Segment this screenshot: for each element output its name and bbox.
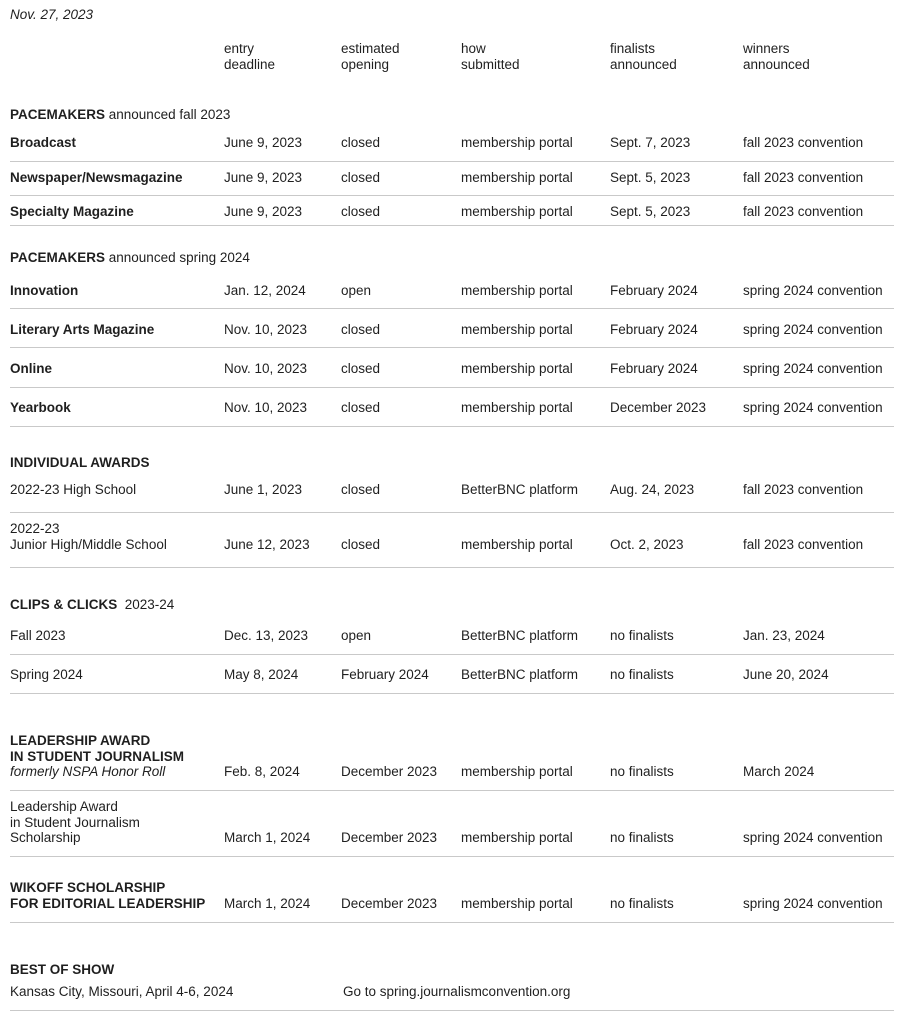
row-how: membership portal	[461, 170, 573, 185]
row-deadline: Dec. 13, 2023	[224, 628, 309, 643]
row-opening: closed	[341, 361, 381, 376]
header-line: announced	[743, 56, 810, 72]
row-opening: December 2023	[341, 896, 438, 911]
row-opening: December 2023	[341, 830, 438, 845]
row-winners: fall 2023 convention	[743, 204, 864, 219]
header-line: announced	[610, 56, 677, 72]
header-line: submitted	[461, 56, 520, 72]
row-winners: March 2024	[743, 764, 815, 779]
row-how: membership portal	[461, 322, 573, 337]
row-how: BetterBNC platform	[461, 667, 579, 682]
row-divider	[10, 790, 894, 791]
row-winners: June 20, 2024	[743, 667, 829, 682]
row-winners: fall 2023 convention	[743, 135, 864, 150]
header-line: opening	[341, 56, 390, 72]
header-finalists-announced	[610, 41, 677, 72]
row-winners: spring 2024 convention	[743, 361, 883, 376]
section-title-individual-awards: INDIVIDUAL AWARDS	[10, 455, 150, 470]
row-name: Specialty Magazine	[10, 204, 134, 219]
row-winners: spring 2024 convention	[743, 830, 883, 845]
row-finalists: Sept. 5, 2023	[610, 204, 691, 219]
row-winners: fall 2023 convention	[743, 482, 864, 497]
row-how: membership portal	[461, 896, 573, 911]
row-deadline: June 9, 2023	[224, 204, 303, 219]
row-opening: February 2024	[341, 667, 429, 682]
row-divider	[10, 922, 894, 923]
row-how: membership portal	[461, 204, 573, 219]
row-how: BetterBNC platform	[461, 628, 579, 643]
row-divider	[10, 567, 894, 568]
row-deadline: May 8, 2024	[224, 667, 299, 682]
row-winners: fall 2023 convention	[743, 170, 864, 185]
header-line: winners	[743, 41, 790, 56]
row-deadline: June 12, 2023	[224, 537, 310, 552]
row-divider	[10, 308, 894, 309]
header-estimated-opening	[341, 41, 400, 72]
row-name-leadership-award	[10, 733, 184, 780]
row-how: membership portal	[461, 764, 573, 779]
row-opening: closed	[341, 322, 381, 337]
row-opening: open	[341, 283, 372, 298]
row-how: membership portal	[461, 135, 573, 150]
row-opening: open	[341, 628, 372, 643]
row-name-line: Junior High/Middle School	[10, 536, 167, 552]
row-opening: December 2023	[341, 764, 438, 779]
row-name-wikoff-scholarship	[10, 880, 205, 911]
row-divider	[10, 347, 894, 348]
row-opening: closed	[341, 170, 381, 185]
row-how: membership portal	[461, 361, 573, 376]
row-divider	[10, 195, 894, 196]
row-opening: closed	[341, 482, 381, 497]
row-name-line: Leadership Award	[10, 799, 118, 814]
row-deadline: June 1, 2023	[224, 482, 303, 497]
row-opening: closed	[341, 537, 381, 552]
row-name: Online	[10, 361, 53, 376]
section-title-best-of-show: BEST OF SHOW	[10, 962, 115, 977]
row-divider	[10, 426, 894, 427]
row-divider	[10, 693, 894, 694]
row-opening: closed	[341, 204, 381, 219]
row-finalists: February 2024	[610, 322, 698, 337]
row-divider	[10, 654, 894, 655]
row-deadline: March 1, 2024	[224, 830, 311, 845]
row-how: membership portal	[461, 537, 573, 552]
row-finalists: Aug. 24, 2023	[610, 482, 695, 497]
row-winners: spring 2024 convention	[743, 283, 883, 298]
row-finalists: no finalists	[610, 896, 674, 911]
row-divider	[10, 856, 894, 857]
row-winners: spring 2024 convention	[743, 322, 883, 337]
header-line: entry	[224, 41, 255, 56]
section-title-pacemakers-fall	[10, 107, 230, 123]
section-title-clips-clicks	[10, 597, 174, 613]
row-name	[10, 521, 167, 552]
row-name: Fall 2023	[10, 628, 66, 643]
row-how: membership portal	[461, 400, 573, 415]
row-finalists: Oct. 2, 2023	[610, 537, 684, 552]
header-entry-deadline	[224, 41, 275, 72]
row-finalists: no finalists	[610, 830, 674, 845]
row-divider	[10, 225, 894, 226]
row-name-line: IN STUDENT JOURNALISM	[10, 748, 185, 764]
section-title-bold: PACEMAKERS	[10, 107, 106, 122]
section-title-rest: 2023-24	[117, 597, 175, 612]
row-deadline: March 1, 2024	[224, 896, 311, 911]
section-title-bold: CLIPS & CLICKS	[10, 597, 118, 612]
row-name: Broadcast	[10, 135, 77, 150]
best-of-show-location: Kansas City, Missouri, April 4-6, 2024	[10, 984, 234, 999]
row-name: Innovation	[10, 283, 79, 298]
header-line: deadline	[224, 56, 276, 72]
row-divider	[10, 387, 894, 388]
header-how-submitted	[461, 41, 520, 72]
row-name-leadership-scholarship	[10, 799, 140, 846]
row-divider	[10, 1010, 894, 1011]
header-winners-announced	[743, 41, 810, 72]
row-winners: spring 2024 convention	[743, 896, 883, 911]
row-winners: spring 2024 convention	[743, 400, 883, 415]
row-divider	[10, 512, 894, 513]
row-name-line: 2022-23	[10, 521, 60, 536]
row-finalists: February 2024	[610, 283, 698, 298]
row-finalists: no finalists	[610, 667, 674, 682]
row-name: 2022-23 High School	[10, 482, 137, 497]
row-name-line: LEADERSHIP AWARD	[10, 733, 151, 748]
convention-link[interactable]: Go to spring.journalismconvention.org	[343, 984, 571, 999]
row-opening: closed	[341, 400, 381, 415]
section-title-rest: announced fall 2023	[105, 107, 231, 122]
row-deadline: Jan. 12, 2024	[224, 283, 306, 298]
row-divider	[10, 161, 894, 162]
row-deadline: Nov. 10, 2023	[224, 361, 308, 376]
row-winners: Jan. 23, 2024	[743, 628, 825, 643]
row-finalists: February 2024	[610, 361, 698, 376]
row-finalists: December 2023	[610, 400, 707, 415]
row-deadline: June 9, 2023	[224, 135, 303, 150]
section-title-rest: announced spring 2024	[105, 250, 250, 265]
row-name-line: Scholarship	[10, 830, 81, 845]
row-deadline: Nov. 10, 2023	[224, 400, 308, 415]
header-line: finalists	[610, 41, 656, 56]
row-name: Yearbook	[10, 400, 71, 415]
row-winners: fall 2023 convention	[743, 537, 864, 552]
document-date: Nov. 27, 2023	[10, 7, 94, 22]
header-line: estimated	[341, 41, 400, 56]
row-finalists: no finalists	[610, 628, 674, 643]
row-name: Newspaper/Newsmagazine	[10, 170, 183, 185]
row-name: Spring 2024	[10, 667, 83, 682]
row-how: BetterBNC platform	[461, 482, 579, 497]
row-finalists: Sept. 7, 2023	[610, 135, 691, 150]
header-line: how	[461, 41, 486, 56]
row-opening: closed	[341, 135, 381, 150]
section-title-bold: PACEMAKERS	[10, 250, 106, 265]
section-title-pacemakers-spring	[10, 250, 250, 266]
row-name-line: in Student Journalism	[10, 814, 140, 830]
row-name-note: formerly NSPA Honor Roll	[10, 764, 166, 779]
row-deadline: June 9, 2023	[224, 170, 303, 185]
row-finalists: no finalists	[610, 764, 674, 779]
row-deadline: Nov. 10, 2023	[224, 322, 308, 337]
row-name: Literary Arts Magazine	[10, 322, 155, 337]
row-finalists: Sept. 5, 2023	[610, 170, 691, 185]
row-how: membership portal	[461, 830, 573, 845]
row-name-line: WIKOFF SCHOLARSHIP	[10, 880, 166, 895]
row-how: membership portal	[461, 283, 573, 298]
row-deadline: Feb. 8, 2024	[224, 764, 300, 779]
row-name-line: FOR EDITORIAL LEADERSHIP	[10, 895, 206, 911]
